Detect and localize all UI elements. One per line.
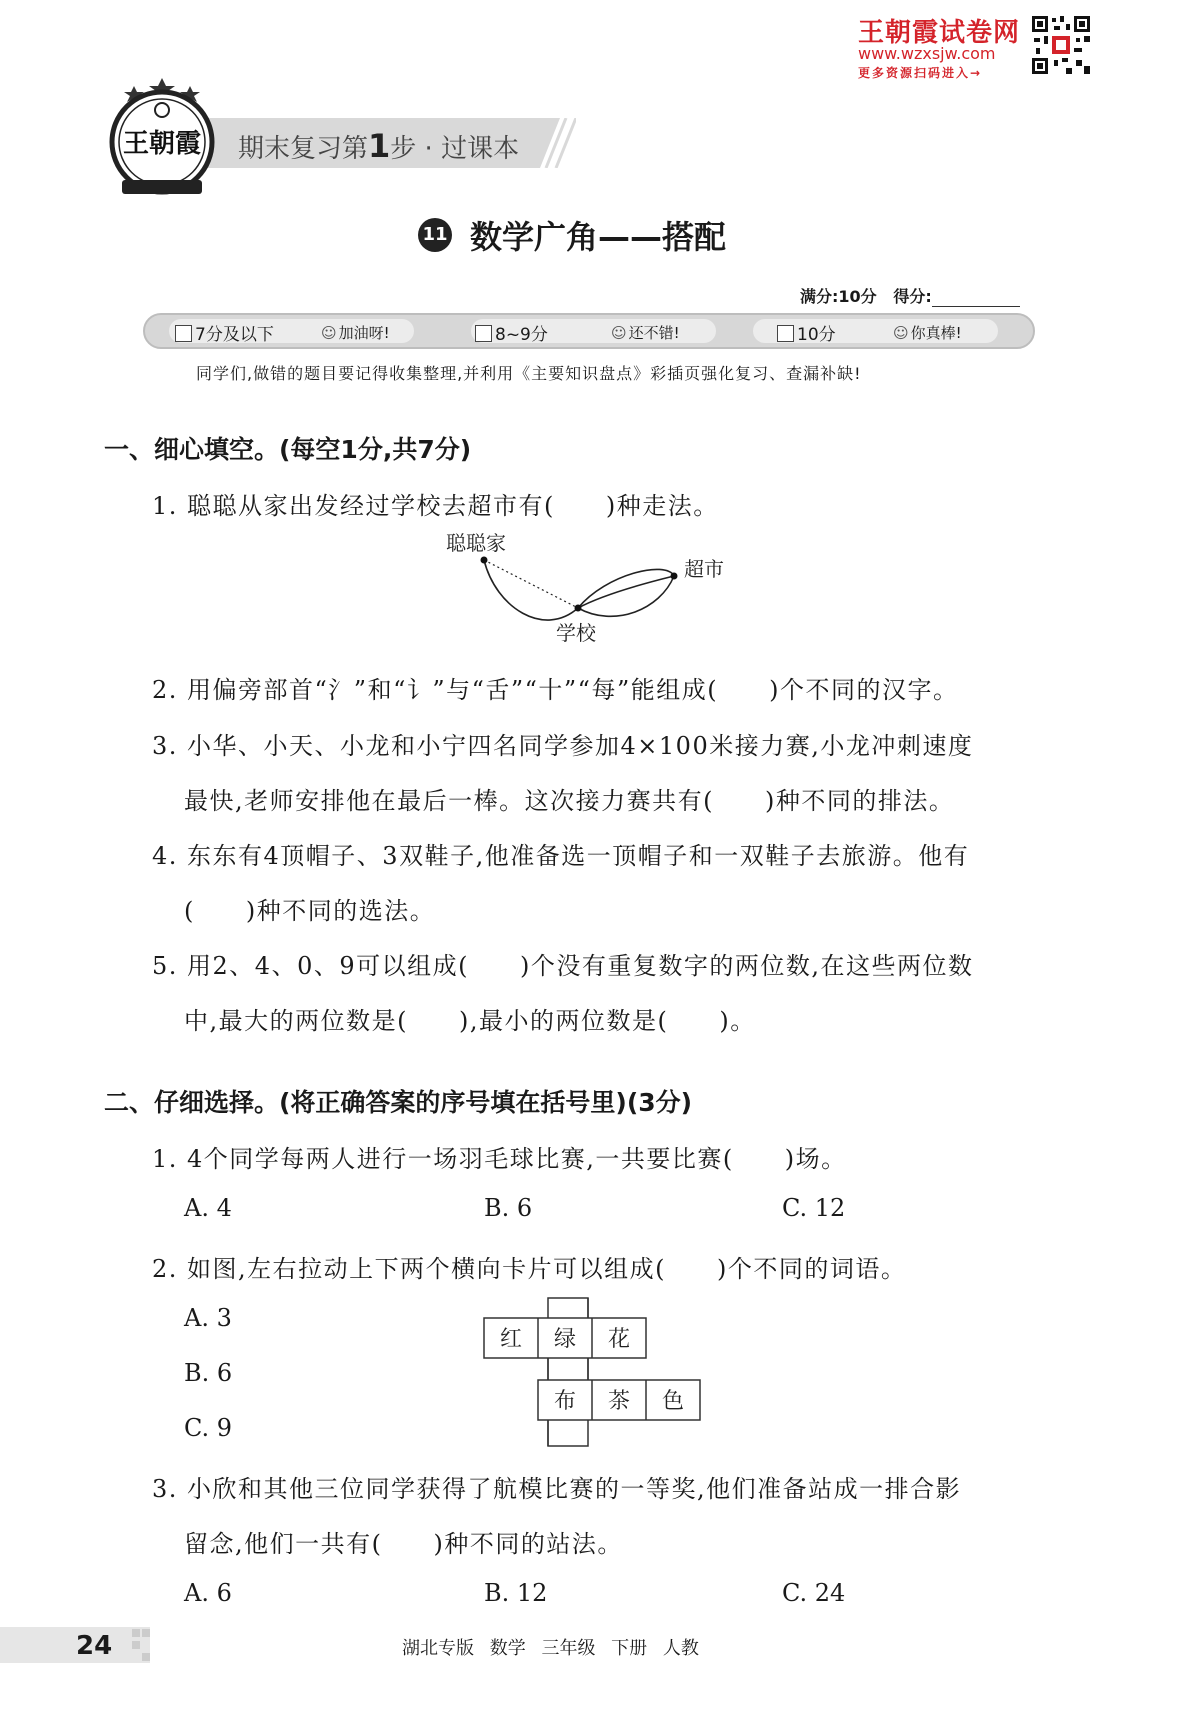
card-top-3: 花 [607,1327,631,1352]
option-2-1-a[interactable]: A. 4 [184,1194,232,1222]
logo-text: 王朝霞 [122,129,202,159]
question-1-2: 2. 用偏旁部首“氵”和“讠”与“舌”“十”“每”能组成( )个不同的汉字。 [152,676,959,704]
card-bottom-3: 色 [661,1389,685,1414]
smiley-icon: ☺ [611,324,627,342]
footer-info: 湖北专版 数学 三年级 下册 人教 [402,1638,699,1659]
checkbox-icon[interactable] [175,325,192,342]
section-2-heading: 二、仔细选择。(将正确答案的序号填在括号里)(3分) [104,1088,693,1117]
question-2-1: 1. 4个同学每两人进行一场羽毛球比赛,一共要比赛( )场。 [152,1145,847,1173]
option-2-2-c[interactable]: C. 9 [184,1414,233,1442]
brand-scan-text: 更多资源扫码进入→ [858,66,983,80]
rating-comment: ☺ 加油呀! [321,324,390,342]
score-blank[interactable] [932,290,1020,307]
smiley-icon: ☺ [321,324,337,342]
question-1-4-line1: 4. 东东有4顶帽子、3双鞋子,他准备选一顶帽子和一双鞋子去旅游。他有 [152,842,970,870]
checkbox-icon[interactable] [475,325,492,342]
label-market: 超市 [684,557,724,581]
card-bottom-2: 茶 [607,1389,631,1414]
notice-text: 同学们,做错的题目要记得收集整理,并利用《主要知识盘点》彩插页强化复习、查漏补缺! [196,364,862,383]
option-2-1-c[interactable]: C. 12 [782,1194,846,1222]
rating-option[interactable]: 8~9分 [475,320,548,345]
school-point [575,605,582,612]
header-step-title: 期末复习第1步 · 过课本 [238,127,520,165]
route-diagram [430,530,750,650]
smiley-icon: ☺ [893,324,909,342]
question-2-3-line1: 3. 小欣和其他三位同学获得了航模比赛的一等奖,他们准备站成一排合影 [152,1475,962,1503]
brand-url[interactable]: www.wzxsjw.com [858,44,996,63]
question-1-1: 1. 聪聪从家出发经过学校去超市有( )种走法。 [152,492,719,520]
card-bottom-1: 布 [553,1389,577,1414]
question-2-3-line2: 留念,他们一共有( )种不同的站法。 [184,1530,623,1558]
question-2-2: 2. 如图,左右拉动上下两个横向卡片可以组成( )个不同的词语。 [152,1255,907,1283]
question-1-3-line1: 3. 小华、小天、小龙和小宁四名同学参加4×100米接力赛,小龙冲刺速度 [152,732,974,760]
page-title: 数学广角——搭配 [470,218,727,256]
market-point [671,573,678,580]
brand-title: 王朝霞试卷网 [858,18,1021,48]
option-2-1-b[interactable]: B. 6 [484,1194,533,1222]
section-1-heading: 一、细心填空。(每空1分,共7分) [104,435,472,464]
option-2-3-b[interactable]: B. 12 [484,1579,548,1607]
card-top-1: 红 [499,1327,523,1352]
lesson-number-badge: 11 [418,218,452,252]
option-2-3-c[interactable]: C. 24 [782,1579,846,1607]
label-school: 学校 [556,621,596,645]
option-2-2-b[interactable]: B. 6 [184,1359,233,1387]
footer-squares-icon [130,1627,152,1663]
sliding-cards-diagram [480,1296,704,1448]
qr-code-icon[interactable] [1030,14,1092,76]
option-2-2-a[interactable]: A. 3 [184,1304,232,1332]
question-1-5-line1: 5. 用2、4、0、9可以组成( )个没有重复数字的两位数,在这些两位数 [152,952,974,980]
question-1-5-line2: 中,最大的两位数是( ),最小的两位数是( )。 [184,1007,756,1035]
question-1-4-line2: ( )种不同的选法。 [184,897,436,925]
rating-option[interactable]: 10分 [777,320,836,345]
option-2-3-a[interactable]: A. 6 [184,1579,232,1607]
question-1-3-line2: 最快,老师安排他在最后一棒。这次接力赛共有( )种不同的排法。 [184,787,955,815]
rating-comment: ☺ 还不错! [611,324,680,342]
footer-bar [0,1627,150,1663]
logo-icon [104,76,220,202]
card-top-2: 绿 [553,1327,577,1352]
rating-option[interactable]: 7分及以下 [175,320,274,345]
label-home: 聪聪家 [446,531,506,555]
score-line: 满分:10分 得分: [800,284,1020,307]
rating-comment: ☺ 你真棒! [893,324,962,342]
checkbox-icon[interactable] [777,325,794,342]
home-point [481,557,488,564]
rating-bar [143,313,1035,349]
page-number: 24 [76,1631,113,1661]
